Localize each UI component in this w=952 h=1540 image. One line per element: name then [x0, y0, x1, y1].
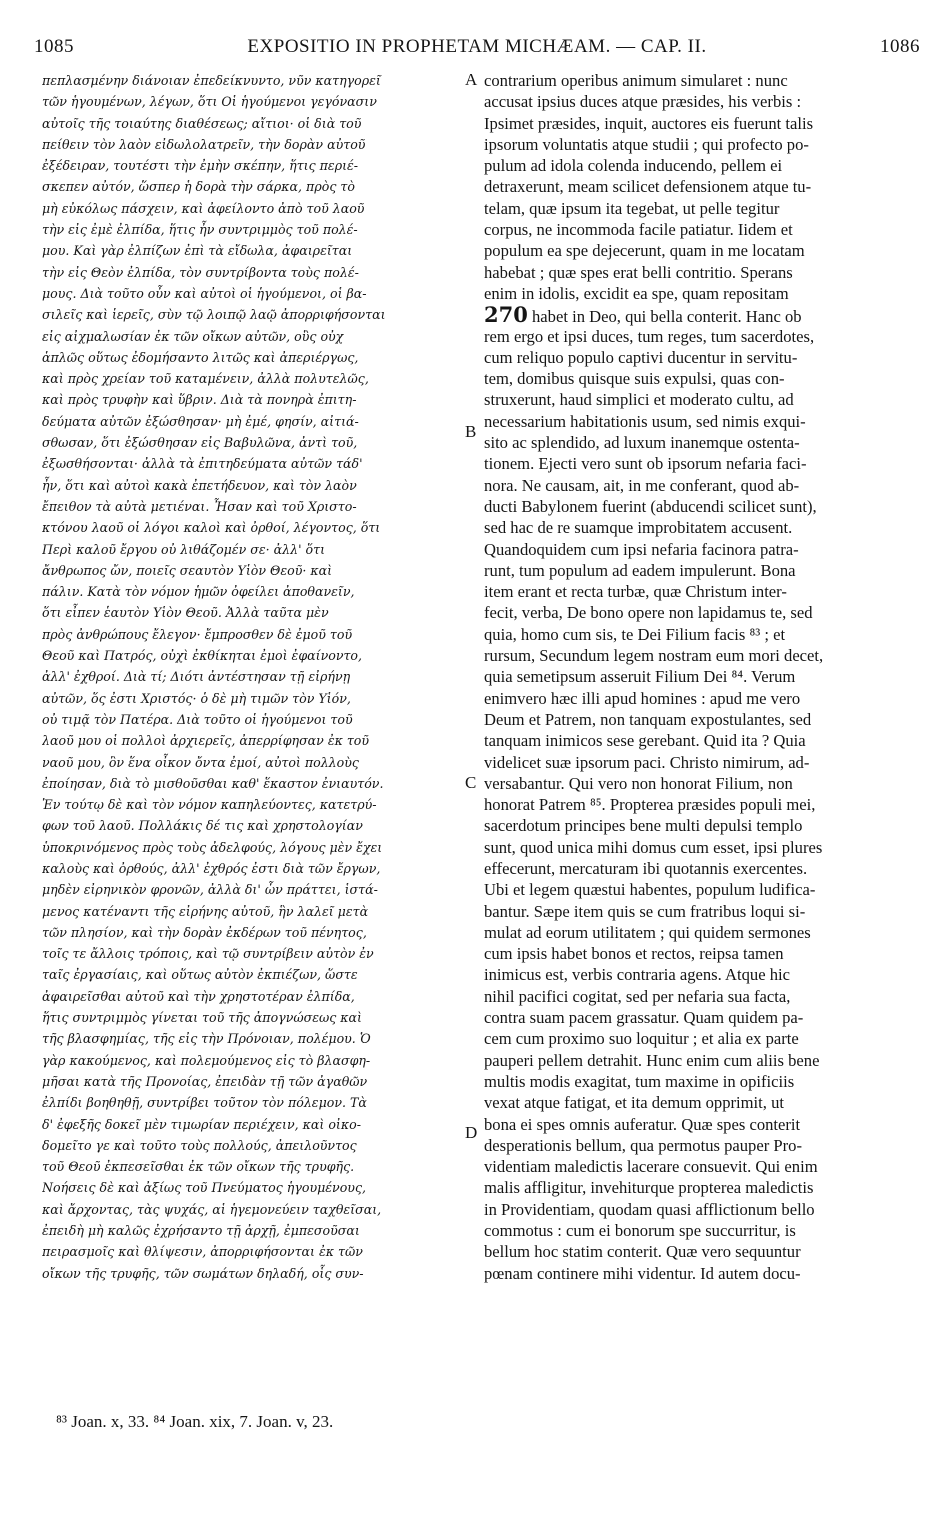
greek-line: δομεῖτο γε καὶ τοῦτο τοὺς πολλούς, ἀπειλοῦντος [42, 1137, 357, 1153]
latin-line: item erant et recta turbæ, quæ Christum inter- [484, 582, 787, 602]
greek-line: ἐποίησαν, διὰ τὸ μισθοῦσθαι καθ' ἕκαστον ἐνιαυτόν. [42, 775, 384, 791]
latin-line: pulum ad idola colenda inducendo, pellem ei [484, 156, 783, 176]
latin-line: fecit, verba, De bono opere non lapidamus te, sed [484, 603, 813, 623]
greek-line: μηδὲν εἰρηνικὸν φρονῶν, ἀλλὰ δι' ὧν πράττει, ἱστά- [42, 882, 378, 898]
latin-line: Ubi et legem quæstui habentes, populum ludifica- [484, 880, 816, 900]
latin-line: necessarium habitationis usum, sed nimis exqui- [484, 411, 806, 431]
greek-line: κτόνου λαοῦ οἱ λόγοι καλοὶ καὶ ὀρθοί, λέγοντος, ὅτι [42, 520, 381, 536]
greek-line: ἥτις συντριμμὸς γίνεται τοῦ τῆς ἀπογνώσεως καὶ [42, 1010, 362, 1026]
greek-line: οὐ τιμᾷ τὸν Πατέρα. Διὰ τοῦτο οἱ ἡγούμενοι τοῦ [42, 711, 353, 727]
greek-line: σθωσαν, ὅτι ἐξώσθησαν εἰς Βαβυλῶνα, ἀντὶ τοῦ, [42, 435, 358, 451]
latin-line: corpus, ne incommoda facile patiatur. Iidem et [484, 220, 793, 240]
latin-line: habebat ; quæ spes erat belli contritio. Sperans [484, 262, 793, 282]
latin-line: nihil pacifici cogitat, sed per nefaria sua facta, [484, 986, 791, 1006]
latin-line: videlicet suæ ipsorum paci. Christo nimirum, ad- [484, 752, 810, 772]
greek-line: Θεοῦ καὶ Πατρός, οὐχὶ ἐκθίκηται ἐμοὶ ἐφαίνοντο, [42, 648, 363, 664]
latin-line: multis modis exagitat, tum maxime in opificiis [484, 1071, 795, 1091]
greek-line: ἔπειθον τὰ αὐτὰ μετιέναι. Ἦσαν καὶ τοῦ Χριστο- [42, 498, 357, 514]
greek-line: μὴ εὐκόλως πάσχειν, καὶ ἀφείλοντο ἀπὸ τοῦ λαοῦ [42, 200, 365, 216]
latin-line: commotus : cum ei bonorum spe succurritur, is [484, 1221, 796, 1241]
greek-line: ἐξωσθήσονται· ἀλλὰ τὰ ἐπιτηδεύματα αὐτῶν τάδ' [42, 456, 363, 472]
greek-line: ἦν, ὅτι καὶ αὐτοὶ κακὰ ἐπετήδευον, καὶ τὸν λαὸν [42, 477, 357, 493]
greek-line: πεπλασμένην διάνοιαν ἐπεδείκνυντο, νῦν κατηγορεῖ [42, 73, 381, 88]
latin-line: pœnam continere mihi videntur. Id autem docu- [484, 1263, 801, 1283]
greek-line: τοῦ Θεοῦ ἐκπεσεῖσθαι ἐκ τῶν οἴκων τῆς τρυφῆς. [42, 1159, 355, 1175]
section-marker-b: B [465, 422, 477, 441]
greek-line: γὰρ κακούμενος, καὶ πολεμούμενος εἰς τὸ βλασφη- [42, 1052, 371, 1068]
latin-line: inimicus est, verbis contraria agens. Atque hic [484, 965, 790, 985]
latin-line: telam, quæ ipsum ita tegebat, ut pelle tegitur [484, 198, 780, 218]
latin-line: detraxerunt, meam scilicet defensionem atque tu- [484, 177, 812, 197]
latin-line: ipsorum voluntatis atque studii ; qui profecto po- [484, 134, 809, 154]
inline-page-number: 270 [484, 304, 528, 326]
latin-line: enim in idolis, excidit ea spe, quam repositam [484, 283, 789, 303]
greek-line: μου. Καὶ γὰρ ἐλπίζων ἐπὶ τὰ εἴδωλα, ἀφαιρεῖται [42, 243, 353, 259]
greek-line: καὶ πρὸς χρείαν τοῦ καταμένειν, ἀλλὰ πολυτελῶς, [42, 371, 369, 387]
latin-line [484, 304, 922, 325]
latin-line: quia, homo cum sis, te Dei Filium facis ⁸³ ; et [484, 624, 786, 644]
greek-line: πείθειν τὸν λαὸν εἰδωλολατρεῖν, τὴν δορὰν αὐτοῦ [42, 136, 366, 152]
running-header [34, 36, 920, 60]
latin-line: sacerdotum principes bene multi depulsi templo [484, 816, 803, 836]
footnote: ⁸³ Joan. x, 33. ⁸⁴ Joan. xix, 7. Joan. v, 23. [56, 1412, 334, 1431]
greek-line: σκεπεν αὐτόν, ὥσπερ ἡ δορὰ τὴν σάρκα, πρὸς τὸ [42, 179, 355, 195]
greek-line: μῆσαι κατὰ τῆς Προνοίας, ἐπειδὰν τῇ τῶν ἀγαθῶν [42, 1073, 368, 1089]
latin-line: struxerunt, haud simplici et moderato cultu, ad [484, 390, 794, 410]
greek-line: σιλεῖς καὶ ἱερεῖς, σὺν τῷ λοιπῷ λαῷ ἀπορριφήσονται [42, 307, 386, 323]
greek-line: καὶ πρὸς τρυφὴν καὶ ὕβριν. Διὰ τὰ πονηρὰ ἐπιτη- [42, 392, 357, 408]
latin-line: quia semetipsum asseruit Filium Dei ⁸⁴. Verum [484, 667, 796, 687]
greek-line: καλοὺς καὶ ὀρθούς, ἀλλ' ἐχθρός ἐστι διὰ τῶν ἔργων, [42, 860, 381, 876]
latin-line: nora. Ne causam, ait, in me conferant, quod ab- [484, 475, 800, 495]
latin-line: runt, tum populum ad eadem impulerunt. Bona [484, 560, 796, 580]
latin-line: cum reliquo populo captivi ducentur in servitu- [484, 347, 798, 367]
latin-line: rursum, Secundum legem nostram eum mori decet, [484, 646, 824, 666]
greek-line: μους. Διὰ τοῦτο οὖν καὶ αὐτοὶ οἱ ἡγούμενοι, οἱ βα- [42, 285, 367, 301]
section-marker-c: C [465, 773, 477, 792]
greek-line: ἁπλῶς οὕτως ἐδομήσαντο λιτῶς καὶ ἀπεριέργως, [42, 349, 359, 365]
latin-line: desperationis bellum, qua permotus pauper Pro- [484, 1135, 802, 1155]
latin-line: Quandoquidem cum ipsi nefaria facinora patra- [484, 539, 799, 559]
latin-line: rem ergo et ipsi duces, tum reges, tum sacerdotes, [484, 326, 815, 346]
greek-line: ἄνθρωπος ὤν, ποιεῖς σεαυτὸν Υἱὸν Θεοῦ· καὶ [42, 562, 333, 578]
latin-line: bantur. Sæpe item quis se cum fratribus loqui si- [484, 901, 806, 921]
greek-line: δεύματα αὐτῶν ἐξώσθησαν· μὴ ἐμέ, φησίν, αἰτιά- [42, 413, 359, 429]
greek-line: ἐπειδὴ μὴ καλῶς ἐχρήσαντο τῇ ἀρχῇ, ἐμπεσοῦσαι [42, 1223, 360, 1239]
greek-line: ἐξέδειραν, τουτέστι τὴν ἐμὴν σκέπην, ἥτις περιέ- [42, 158, 359, 174]
latin-line: bellum hoc statim conterit. Quæ vero sequuntur [484, 1242, 801, 1262]
greek-line: οἴκων τῆς τρυφῆς, τῶν σωμάτων δηλαδή, οἷς συν- [42, 1265, 364, 1281]
greek-line: Νοήσεις δὲ καὶ ἀξίως τοῦ Πνεύματος ἡγουμένους, [42, 1180, 367, 1196]
greek-line: τῶν πλησίον, καὶ τὴν δορὰν ἐκδέρων τοῦ πένητος, [42, 924, 367, 940]
greek-line: λαοῦ μου οἱ πολλοὶ ἀρχιερεῖς, ἀπερρίφησαν ἐκ τοῦ [42, 733, 370, 749]
greek-line: ἐλπίδι βοηθηθῇ, συντρίβει τοῦτον τὸν πόλεμον. Τὰ [42, 1095, 367, 1111]
latin-line: versabantur. Qui vero non honorat Filium, non [484, 773, 793, 793]
latin-line: ducti Babylonem fuerint (abducendi scilicet sunt), [484, 496, 817, 516]
greek-line: αὐτῶν, ὅς ἐστι Χριστός· ὁ δὲ μὴ τιμῶν τὸν Υἱόν, [42, 690, 351, 706]
latin-line: sito ac splendido, ad luxum inanemque ostenta- [484, 433, 800, 453]
latin-line: sunt, quod unica mihi domus cum esset, ipsi plures [484, 837, 823, 857]
running-title: EXPOSITIO IN PROPHETAM MICHÆAM. — CAP. II. [247, 36, 707, 57]
latin-line: malis affligitur, invehiturque propterea maledictis [484, 1178, 814, 1198]
latin-line: tem, domibus quisque suis expulsi, quas con- [484, 369, 785, 389]
latin-line: cum ipsis habet bonos et rectos, reipsa tamen [484, 944, 784, 964]
latin-line: pauperi pellem detrahit. Hunc enim cum aliis bene [484, 1050, 820, 1070]
latin-line: videntiam maledictis lacerare consuevit. Qui enim [484, 1157, 818, 1177]
latin-line: sed hac de re suamque improbitatem accusent. [484, 518, 793, 538]
section-marker-d: D [465, 1123, 478, 1142]
latin-line: effecerunt, mercaturam ibi quotannis exercentes. [484, 858, 808, 878]
page-number-left: 1085 [34, 36, 74, 57]
latin-line: tanquam inimicos sese gerebant. Quid ita ? Quia [484, 731, 806, 751]
greek-line: πρὸς ἀνθρώπους ἔλεγον· ἔμπροσθεν δὲ ἐμοῦ τοῦ [42, 626, 353, 642]
latin-line: enimvero hæc illi apud homines : apud me vero [484, 688, 801, 708]
greek-line: καὶ ἄρχοντας, τὰς ψυχάς, αἱ ἡγεμονεύειν ταχθεῖσαι, [42, 1201, 382, 1217]
latin-line: bona ei spes omnis auferatur. Quæ spes conterit [484, 1114, 801, 1134]
greek-line: τὴν εἰς Θεὸν ἐλπίδα, τὸν συντρίβοντα τοὺς πολέ- [42, 264, 359, 280]
greek-line: ἀφαιρεῖσθαι αὐτοῦ καὶ τὴν χρηστοτέραν ἐλπίδα, [42, 988, 355, 1004]
latin-line: contra suam pacem grassatur. Quam quidem pa- [484, 1008, 804, 1028]
greek-line: τὴν εἰς ἐμὲ ἐλπίδα, ἥτις ἦν συντριμμὸς τοῦ πολέ- [42, 222, 358, 238]
greek-line: ταῖς ἐργασίαις, καὶ οὕτως αὐτὸν ἐκπιέζων, ὥστε [42, 967, 358, 983]
latin-line: populum ea spe dejecerunt, quam in me locatam [484, 241, 805, 261]
latin-line: tionem. Ejecti vero sunt ob ipsorum nefaria faci- [484, 454, 807, 474]
section-marker-a: A [465, 70, 478, 89]
greek-line: φων τοῦ λαοῦ. Πολλάκις δέ τις καὶ χρηστολογίαν [42, 818, 363, 834]
greek-line: δ' ἐφεξῆς δοκεῖ μὲν τιμωρίαν περιέχειν, καὶ οἰκο- [42, 1116, 361, 1132]
greek-line: μενος κατέναντι τῆς εἰρήνης αὐτοῦ, ἣν λαλεῖ μετὰ [42, 903, 369, 919]
greek-line: Περὶ καλοῦ ἔργου οὐ λιθάζομέν σε· ἀλλ' ὅτι [42, 541, 326, 557]
greek-line: εἰς αἰχμαλωσίαν ἐκ τῶν οἴκων αὐτῶν, οὓς οὐχ [42, 328, 344, 344]
greek-line: τῆς βλασφημίας, τῆς εἰς τὴν Πρόνοιαν, πολέμου. Ὁ [42, 1031, 371, 1047]
greek-line: ὑποκρινόμενος πρὸς τοὺς ἀδελφούς, λόγους μὲν ἔχει [42, 839, 383, 855]
greek-column [42, 70, 466, 1284]
greek-line: τῶν ἡγουμένων, λέγων, ὅτι Οἱ ἡγούμενοι γεγόνασιν [42, 94, 377, 110]
latin-line: accusat ipsius duces atque præsides, his verbis : [484, 92, 802, 112]
page-number-right: 1086 [880, 36, 920, 57]
greek-line: πάλιν. Κατὰ τὸν νόμον ἡμῶν ὀφείλει ἀποθανεῖν, [42, 584, 355, 600]
latin-column [484, 70, 922, 1284]
greek-line: ναοῦ μου, ὃν ἕνα οἶκον ὄντα ἐμοί, αὐτοὶ πολλοὺς [42, 754, 359, 770]
latin-line: cem cum proximo suo loquitur ; et alia ex parte [484, 1029, 799, 1049]
latin-line-text: habet in Deo, qui bella conterit. Hanc ob [532, 307, 802, 326]
latin-line: honorat Patrem ⁸⁵. Propterea præsides populi mei, [484, 795, 816, 815]
greek-line: ὅτι εἶπεν ἑαυτὸν Υἱὸν Θεοῦ. Ἀλλὰ ταῦτα μὲν [42, 605, 329, 621]
greek-line: Ἐν τούτῳ δὲ καὶ τὸν νόμον καπηλεύοντες, κατετρύ- [42, 797, 377, 813]
latin-line: vexat atque fatigat, et ita demum opprimit, ut [484, 1093, 784, 1113]
latin-line: Deum et Patrem, non tanquam expostulantes, sed [484, 709, 812, 729]
greek-line: τοῖς τε ἄλλοις τρόποις, καὶ τῷ συντρίβειν αὐτὸν ἐν [42, 946, 374, 962]
latin-line: Ipsimet præsides, inquit, auctores eis fuerunt talis [484, 113, 814, 133]
latin-line: in Providentiam, quodam quasi afflictionum bello [484, 1199, 815, 1219]
greek-line: αὐτοῖς τῆς τοιαύτης διαθέσεως; αἴτιοι· οἱ διὰ τοῦ [42, 115, 362, 131]
latin-line: contrarium operibus animum simularet : nunc [484, 71, 788, 90]
greek-line: ἀλλ' ἐχθροί. Διὰ τί; Διότι ἀντέστησαν τῇ εἰρήνῃ [42, 669, 351, 685]
latin-line: mulat ad eorum utilitatem ; qui quidem sermones [484, 922, 811, 942]
greek-line: πειρασμοῖς καὶ θλίψεσιν, ἀπορριφήσονται ἐκ τῶν [42, 1244, 363, 1260]
